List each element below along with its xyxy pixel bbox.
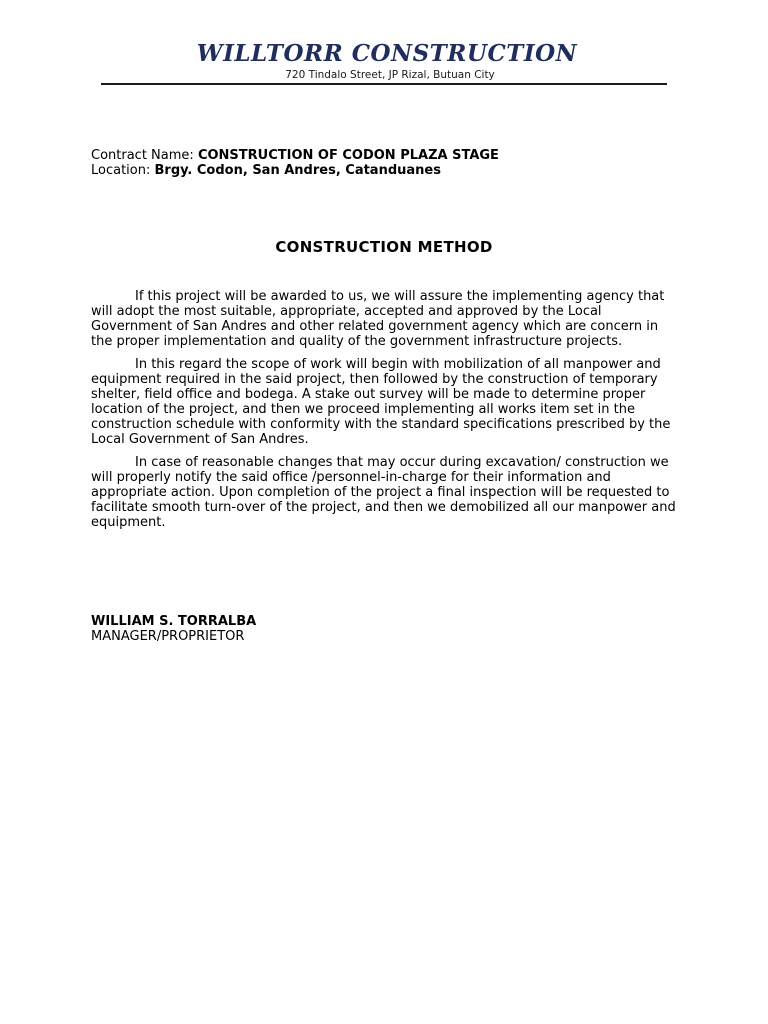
- contract-name-line: [91, 148, 499, 163]
- contract-name-label: Contract Name:: [91, 148, 194, 163]
- header-divider: [101, 83, 667, 85]
- contract-location-value: Brgy. Codon, San Andres, Catanduanes: [154, 163, 441, 178]
- contract-name-value: CONSTRUCTION OF CODON PLAZA STAGE: [197, 148, 499, 163]
- body-paragraph-2: In this regard the scope of work will begin with mobilization of all manpower and equipment required in the said project, then followed by the construction of temporary shelter, field office and bodega. A stake out survey will be made to determine proper location of the project, and then we proceed implementing all works item set in the construction schedule with conformity with the standard specifications prescribed by the Local Government of San Andres.: [91, 357, 671, 447]
- company-address: 720 Tindalo Street, JP Rizal, Butuan City: [285, 69, 495, 81]
- signatory-position: MANAGER/PROPRIETOR: [91, 629, 245, 644]
- contract-info: [91, 148, 499, 178]
- letterhead: [0, 0, 768, 110]
- body-paragraph-3: In case of reasonable changes that may occur during excavation/ construction we will properly notify the said office /personnel-in-charge for their information and appropriate action. Upon completion of the project a final inspection will be requested to facilitate smooth turn-over of the project, and then we demobilized all our manpower and equipment.: [91, 455, 676, 530]
- contract-location-label: Location:: [91, 163, 151, 178]
- document-body: [91, 289, 681, 538]
- contract-location-line: [91, 163, 499, 178]
- company-name: WILLTORR CONSTRUCTION: [196, 40, 578, 67]
- signatory-name: WILLIAM S. TORRALBA: [91, 614, 257, 629]
- document-title: CONSTRUCTION METHOD: [275, 238, 493, 256]
- body-paragraph-1: If this project will be awarded to us, we will assure the implementing agency that will adopt the most suitable, appropriate, accepted and approved by the Local Government of San Andres and other related government agency which are concern in the proper implementation and quality of the government infrastructure projects.: [91, 289, 665, 349]
- signature-block: [91, 614, 256, 644]
